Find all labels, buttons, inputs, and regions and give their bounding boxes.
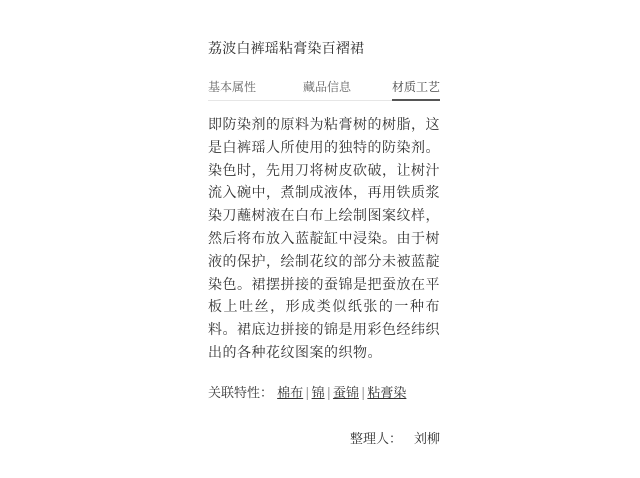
tab-collection-info[interactable]: 藏品信息	[303, 80, 352, 94]
editor-name: 刘柳	[413, 432, 440, 447]
description-text: 即防染剂的原料为粘膏树的树脂，这是白裤瑶人所使用的独特的防染剂。染色时，先用刀将树皮砍破，让树汁流入碗中，煮制成液体，再用铁质浆染刀蘸树液在白布上绘制图案纹样，然后将布放入蓝靛缸中浸染。由于树液的保护，绘制花纹的部分未被蓝靛染色。裙摆拼接的蚕锦是把蚕放在平板上吐丝，形成类似纸张的一种布料。裙底边拼接的锦是用彩色经纬织出的各种花纹图案的织物。	[208, 117, 440, 361]
tab-material-craft[interactable]: 材质工艺	[391, 80, 440, 94]
related-link-paste-dye[interactable]: 粘膏染	[367, 386, 407, 401]
separator: |	[360, 386, 366, 401]
related-link-brocade[interactable]: 锦	[311, 386, 325, 401]
separator: |	[305, 386, 310, 401]
tab-bar	[208, 78, 440, 101]
related-link-cotton[interactable]: 棉布	[277, 386, 304, 401]
separator: |	[326, 386, 331, 401]
related-features	[208, 382, 406, 401]
page-title: 荔波白裤瑶粘膏染百褶裙	[208, 41, 365, 57]
tab-basic-attributes[interactable]: 基本属性	[208, 80, 257, 94]
editor-label: 整理人：	[349, 432, 402, 447]
editor-credit	[350, 428, 440, 447]
related-link-silk-brocade[interactable]: 蚕锦	[332, 386, 359, 401]
related-label: 关联特性：	[208, 386, 274, 401]
